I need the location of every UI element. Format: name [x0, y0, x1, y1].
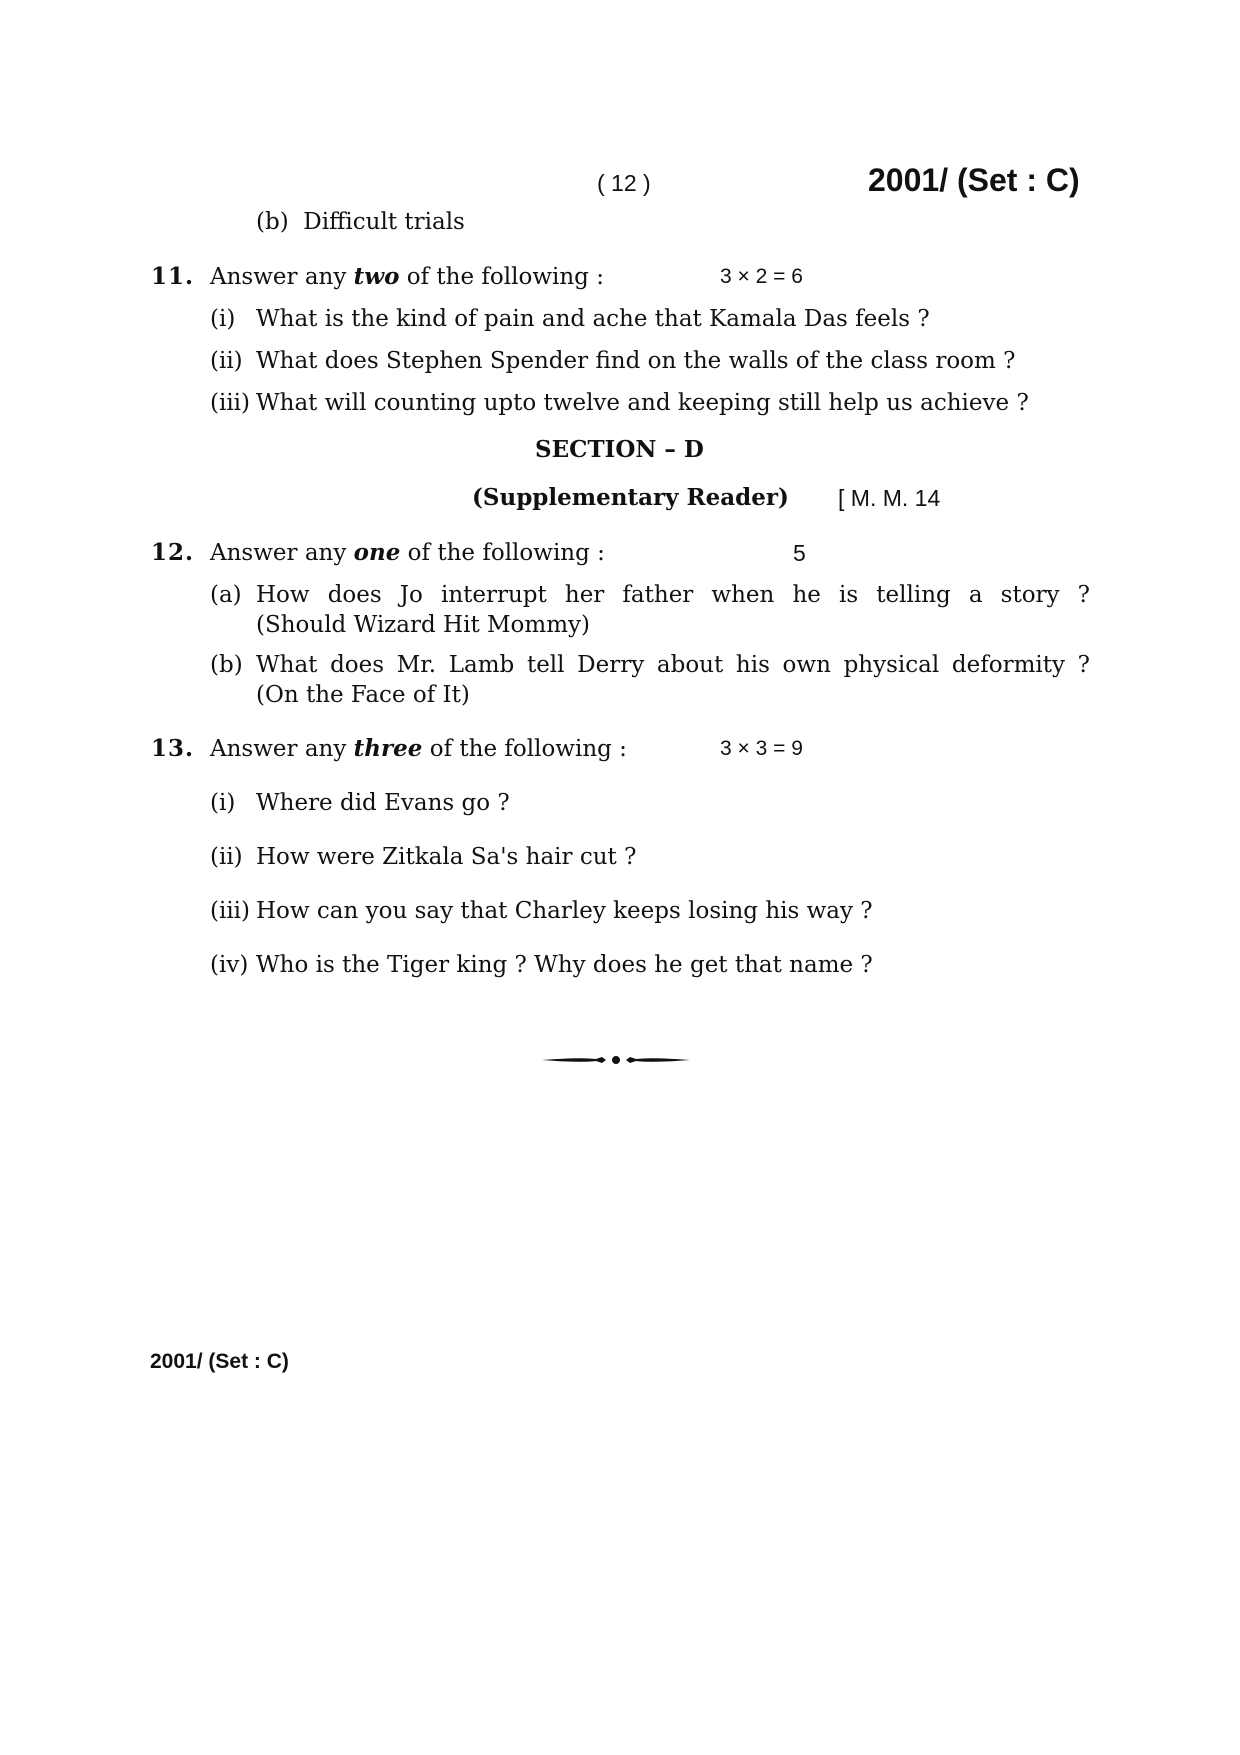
item-text: Difficult trials	[303, 209, 465, 235]
instruction-text: Answer any	[210, 264, 354, 290]
item-label: (iv)	[210, 952, 249, 978]
instruction-text: of the following :	[422, 736, 627, 762]
item-text: Where did Evans go ?	[256, 790, 510, 816]
item-text: What does Mr. Lamb tell Derry about his own physical deformity ?	[256, 652, 1090, 678]
item-label: (a)	[210, 582, 242, 608]
item-source: (On the Face of It)	[256, 682, 470, 708]
item-source: (Should Wizard Hit Mommy)	[256, 612, 590, 638]
end-ornament	[540, 1052, 692, 1068]
question-12-instruction	[210, 538, 605, 568]
question-number: 13.	[151, 735, 195, 762]
instruction-text: Answer any	[210, 540, 354, 566]
instruction-text: Answer any	[210, 736, 354, 762]
set-code-footer: 2001/ (Set : C)	[150, 1350, 289, 1373]
instruction-text: of the following :	[399, 264, 604, 290]
instruction-emphasis: one	[353, 539, 401, 566]
question-13-line	[151, 734, 194, 764]
item-label: (i)	[210, 790, 236, 816]
item-text: Who is the Tiger king ? Why does he get that name ?	[256, 952, 873, 978]
question-11-marks: 3 × 2 = 6	[720, 265, 803, 288]
item-text: What will counting upto twelve and keeping still help us achieve ?	[256, 390, 1029, 416]
item-text: What does Stephen Spender find on the walls of the class room ?	[256, 348, 1016, 374]
item-label: (ii)	[210, 348, 243, 374]
set-code-header: 2001/ (Set : C)	[868, 162, 1080, 198]
continuation-item	[256, 207, 465, 237]
question-12-marks: 5	[793, 540, 806, 566]
question-11-line	[151, 262, 194, 292]
question-number: 12.	[151, 539, 195, 566]
max-marks: [ M. M. 14	[838, 485, 941, 511]
item-label: (iii)	[210, 390, 251, 416]
page-number: ( 12 )	[597, 170, 651, 196]
section-subtitle: (Supplementary Reader)	[472, 484, 789, 511]
item-text: What is the kind of pain and ache that Kamala Das feels ?	[256, 306, 930, 332]
question-13-instruction	[210, 734, 627, 764]
question-11-instruction	[210, 262, 604, 292]
question-12-line	[151, 538, 194, 568]
list-item	[210, 580, 1090, 640]
item-text: How can you say that Charley keeps losing his way ?	[256, 898, 873, 924]
instruction-emphasis: two	[353, 263, 400, 290]
item-label: (ii)	[210, 844, 243, 870]
item-text: How were Zitkala Sa's hair cut ?	[256, 844, 637, 870]
question-13-marks: 3 × 3 = 9	[720, 737, 803, 760]
section-title: SECTION – D	[535, 436, 704, 463]
item-label: (b)	[210, 652, 243, 678]
item-label: (i)	[210, 306, 236, 332]
item-label: (b)	[256, 209, 289, 235]
instruction-text: of the following :	[400, 540, 605, 566]
item-label: (iii)	[210, 898, 251, 924]
question-number: 11.	[151, 263, 195, 290]
list-item	[210, 650, 1090, 710]
item-text: How does Jo interrupt her father when he is telling a story ?	[256, 582, 1090, 608]
instruction-emphasis: three	[353, 735, 423, 762]
